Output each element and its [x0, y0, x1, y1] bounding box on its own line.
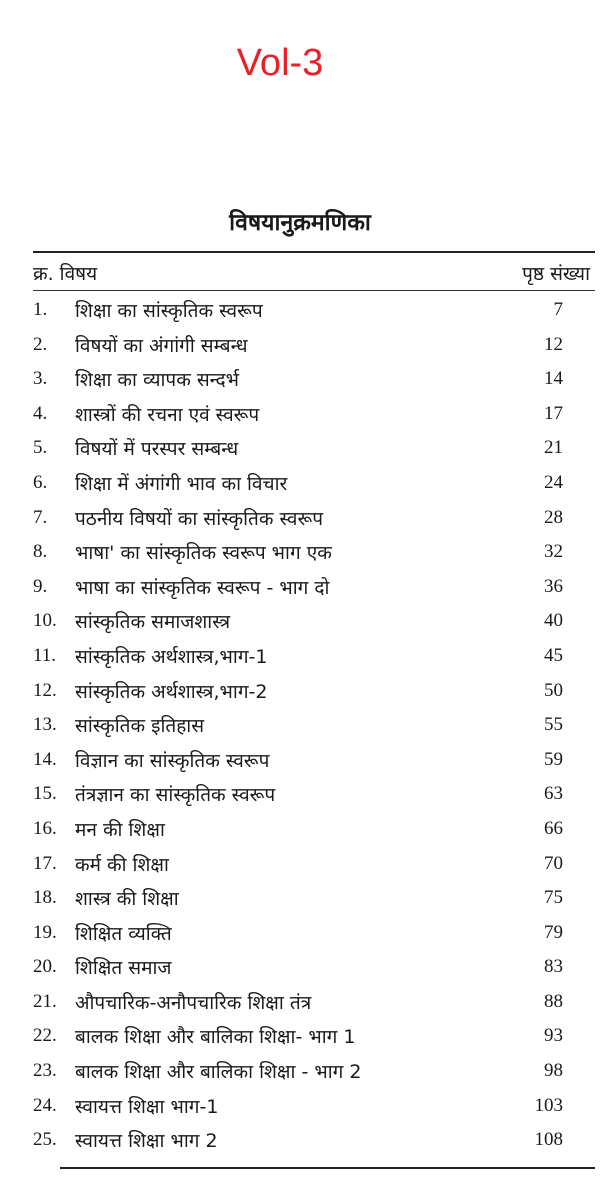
header-serial-subject: क्र. विषय [33, 263, 98, 285]
toc-entry-title: भाषा' का सांस्कृतिक स्वरूप भाग एक [75, 542, 332, 565]
toc-entry-page: 12 [544, 333, 563, 355]
toc-entry [33, 329, 563, 364]
bottom-divider [60, 1167, 595, 1169]
toc-entry-number: 8. [33, 541, 48, 563]
toc-entry [33, 675, 563, 710]
toc-entry [33, 917, 563, 952]
toc-entry-page: 79 [544, 921, 563, 943]
toc-entry-number: 17. [33, 852, 57, 874]
toc-entry-title: विषयों का अंगांगी सम्बन्ध [75, 334, 248, 357]
toc-entry-number: 25. [33, 1129, 57, 1151]
toc-entry-title: शिक्षित समाज [75, 957, 172, 980]
volume-label: Vol-3 [236, 42, 324, 84]
toc-entry [33, 848, 563, 883]
toc-entry-number: 22. [33, 1025, 57, 1047]
toc-entry [33, 363, 563, 398]
toc-entry-number: 14. [33, 748, 57, 770]
toc-entry [33, 502, 563, 537]
toc-entry-number: 16. [33, 817, 57, 839]
top-divider [33, 251, 595, 253]
toc-entry-page: 24 [544, 471, 563, 493]
toc-entry-page: 66 [544, 817, 563, 839]
toc-entry-title: शिक्षा का व्यापक सन्दर्भ [75, 369, 240, 392]
toc-entry [33, 744, 563, 779]
toc-entry-page: 59 [544, 748, 563, 770]
toc-entry-page: 50 [544, 679, 563, 701]
toc-entry [33, 605, 563, 640]
toc-entry-number: 13. [33, 714, 57, 736]
toc-entry-title: स्वायत्त शिक्षा भाग-1 [75, 1095, 219, 1118]
toc-entry [33, 398, 563, 433]
toc-entry-page: 93 [544, 1025, 563, 1047]
toc-entry-number: 11. [33, 644, 57, 666]
toc-entry [33, 951, 563, 986]
toc-entry-page: 108 [534, 1129, 563, 1151]
toc-entry-number: 6. [33, 471, 48, 493]
toc-entry-page: 21 [544, 437, 563, 459]
toc-entry-page: 7 [553, 299, 563, 320]
toc-entry-number: 3. [33, 368, 48, 390]
toc-entry-number: 24. [33, 1094, 57, 1116]
toc-entry-title: बालक शिक्षा और बालिका शिक्षा- भाग 1 [75, 1026, 356, 1049]
toc-entry-title: पठनीय विषयों का सांस्कृतिक स्वरूप [75, 507, 323, 530]
toc-entry-page: 14 [544, 368, 563, 390]
toc-entry-title: विज्ञान का सांस्कृतिक स्वरूप [75, 749, 270, 772]
toc-entry-page: 98 [544, 1060, 563, 1082]
toc-entry-title: औपचारिक-अनौपचारिक शिक्षा तंत्र [75, 991, 312, 1014]
toc-entry-number: 20. [33, 956, 57, 978]
toc-entry-number: 5. [33, 437, 48, 459]
header-page-number: पृष्ठ संख्या [522, 263, 590, 285]
toc-entry [33, 1055, 563, 1090]
toc-entry-number: 10. [33, 610, 57, 632]
toc-entry-title: मन की शिक्षा [75, 818, 165, 841]
toc-entry-page: 17 [544, 402, 563, 424]
toc-entry [33, 882, 563, 917]
toc-entry [33, 1090, 563, 1125]
toc-entry-number: 19. [33, 921, 57, 943]
toc-entry-title: स्वायत्त शिक्षा भाग 2 [75, 1130, 218, 1153]
toc-entry [33, 640, 563, 675]
toc-entry [33, 709, 563, 744]
toc-entry-title: सांस्कृतिक अर्थशास्त्र,भाग-1 [75, 645, 268, 668]
toc-entry-title: तंत्रज्ञान का सांस्कृतिक स्वरूप [75, 784, 276, 807]
toc-entry [33, 571, 563, 606]
toc-entry [33, 813, 563, 848]
toc-entry-page: 88 [544, 990, 563, 1012]
toc-entry [33, 432, 563, 467]
toc-list [33, 294, 563, 1159]
toc-entry-number: 7. [33, 506, 48, 528]
toc-entry-number: 2. [33, 333, 48, 355]
toc-entry-page: 55 [544, 714, 563, 736]
toc-entry-title: शिक्षा का सांस्कृतिक स्वरूप [75, 300, 263, 322]
toc-entry-number: 1. [33, 299, 48, 320]
toc-entry-page: 103 [534, 1094, 563, 1116]
toc-entry-title: कर्म की शिक्षा [75, 853, 169, 876]
toc-entry-title: भाषा का सांस्कृतिक स्वरूप - भाग दो [75, 576, 330, 599]
toc-entry [33, 536, 563, 571]
toc-entry-page: 63 [544, 783, 563, 805]
toc-entry-page: 28 [544, 506, 563, 528]
toc-entry-page: 83 [544, 956, 563, 978]
toc-entry [33, 467, 563, 502]
toc-entry-number: 21. [33, 990, 57, 1012]
toc-entry-title: सांस्कृतिक समाजशास्त्र [75, 611, 231, 634]
toc-entry [33, 294, 563, 329]
toc-entry-page: 36 [544, 575, 563, 597]
toc-entry-page: 40 [544, 610, 563, 632]
table-header [33, 258, 595, 288]
toc-entry-title: बालक शिक्षा और बालिका शिक्षा - भाग 2 [75, 1061, 362, 1084]
toc-entry-page: 70 [544, 852, 563, 874]
toc-entry-title: विषयों में परस्पर सम्बन्ध [75, 438, 239, 461]
toc-entry-page: 32 [544, 541, 563, 563]
toc-entry-number: 4. [33, 402, 48, 424]
toc-entry [33, 986, 563, 1021]
toc-entry-page: 45 [544, 644, 563, 666]
toc-entry-title: शिक्षित व्यक्ति [75, 922, 172, 945]
toc-entry-title: सांस्कृतिक अर्थशास्त्र,भाग-2 [75, 680, 268, 703]
toc-entry [33, 1124, 563, 1159]
toc-entry [33, 1020, 563, 1055]
page-title: विषयानुक्रमणिका [229, 210, 371, 236]
toc-entry-number: 15. [33, 783, 57, 805]
toc-entry [33, 778, 563, 813]
toc-entry-page: 75 [544, 887, 563, 909]
header-divider [33, 290, 595, 291]
toc-entry-number: 18. [33, 887, 57, 909]
toc-entry-title: शास्त्रों की रचना एवं स्वरूप [75, 403, 260, 426]
toc-entry-number: 23. [33, 1060, 57, 1082]
toc-entry-number: 12. [33, 679, 57, 701]
toc-entry-title: शिक्षा में अंगांगी भाव का विचार [75, 472, 288, 495]
toc-entry-title: सांस्कृतिक इतिहास [75, 715, 205, 738]
toc-entry-title: शास्त्र की शिक्षा [75, 888, 179, 911]
toc-entry-number: 9. [33, 575, 48, 597]
